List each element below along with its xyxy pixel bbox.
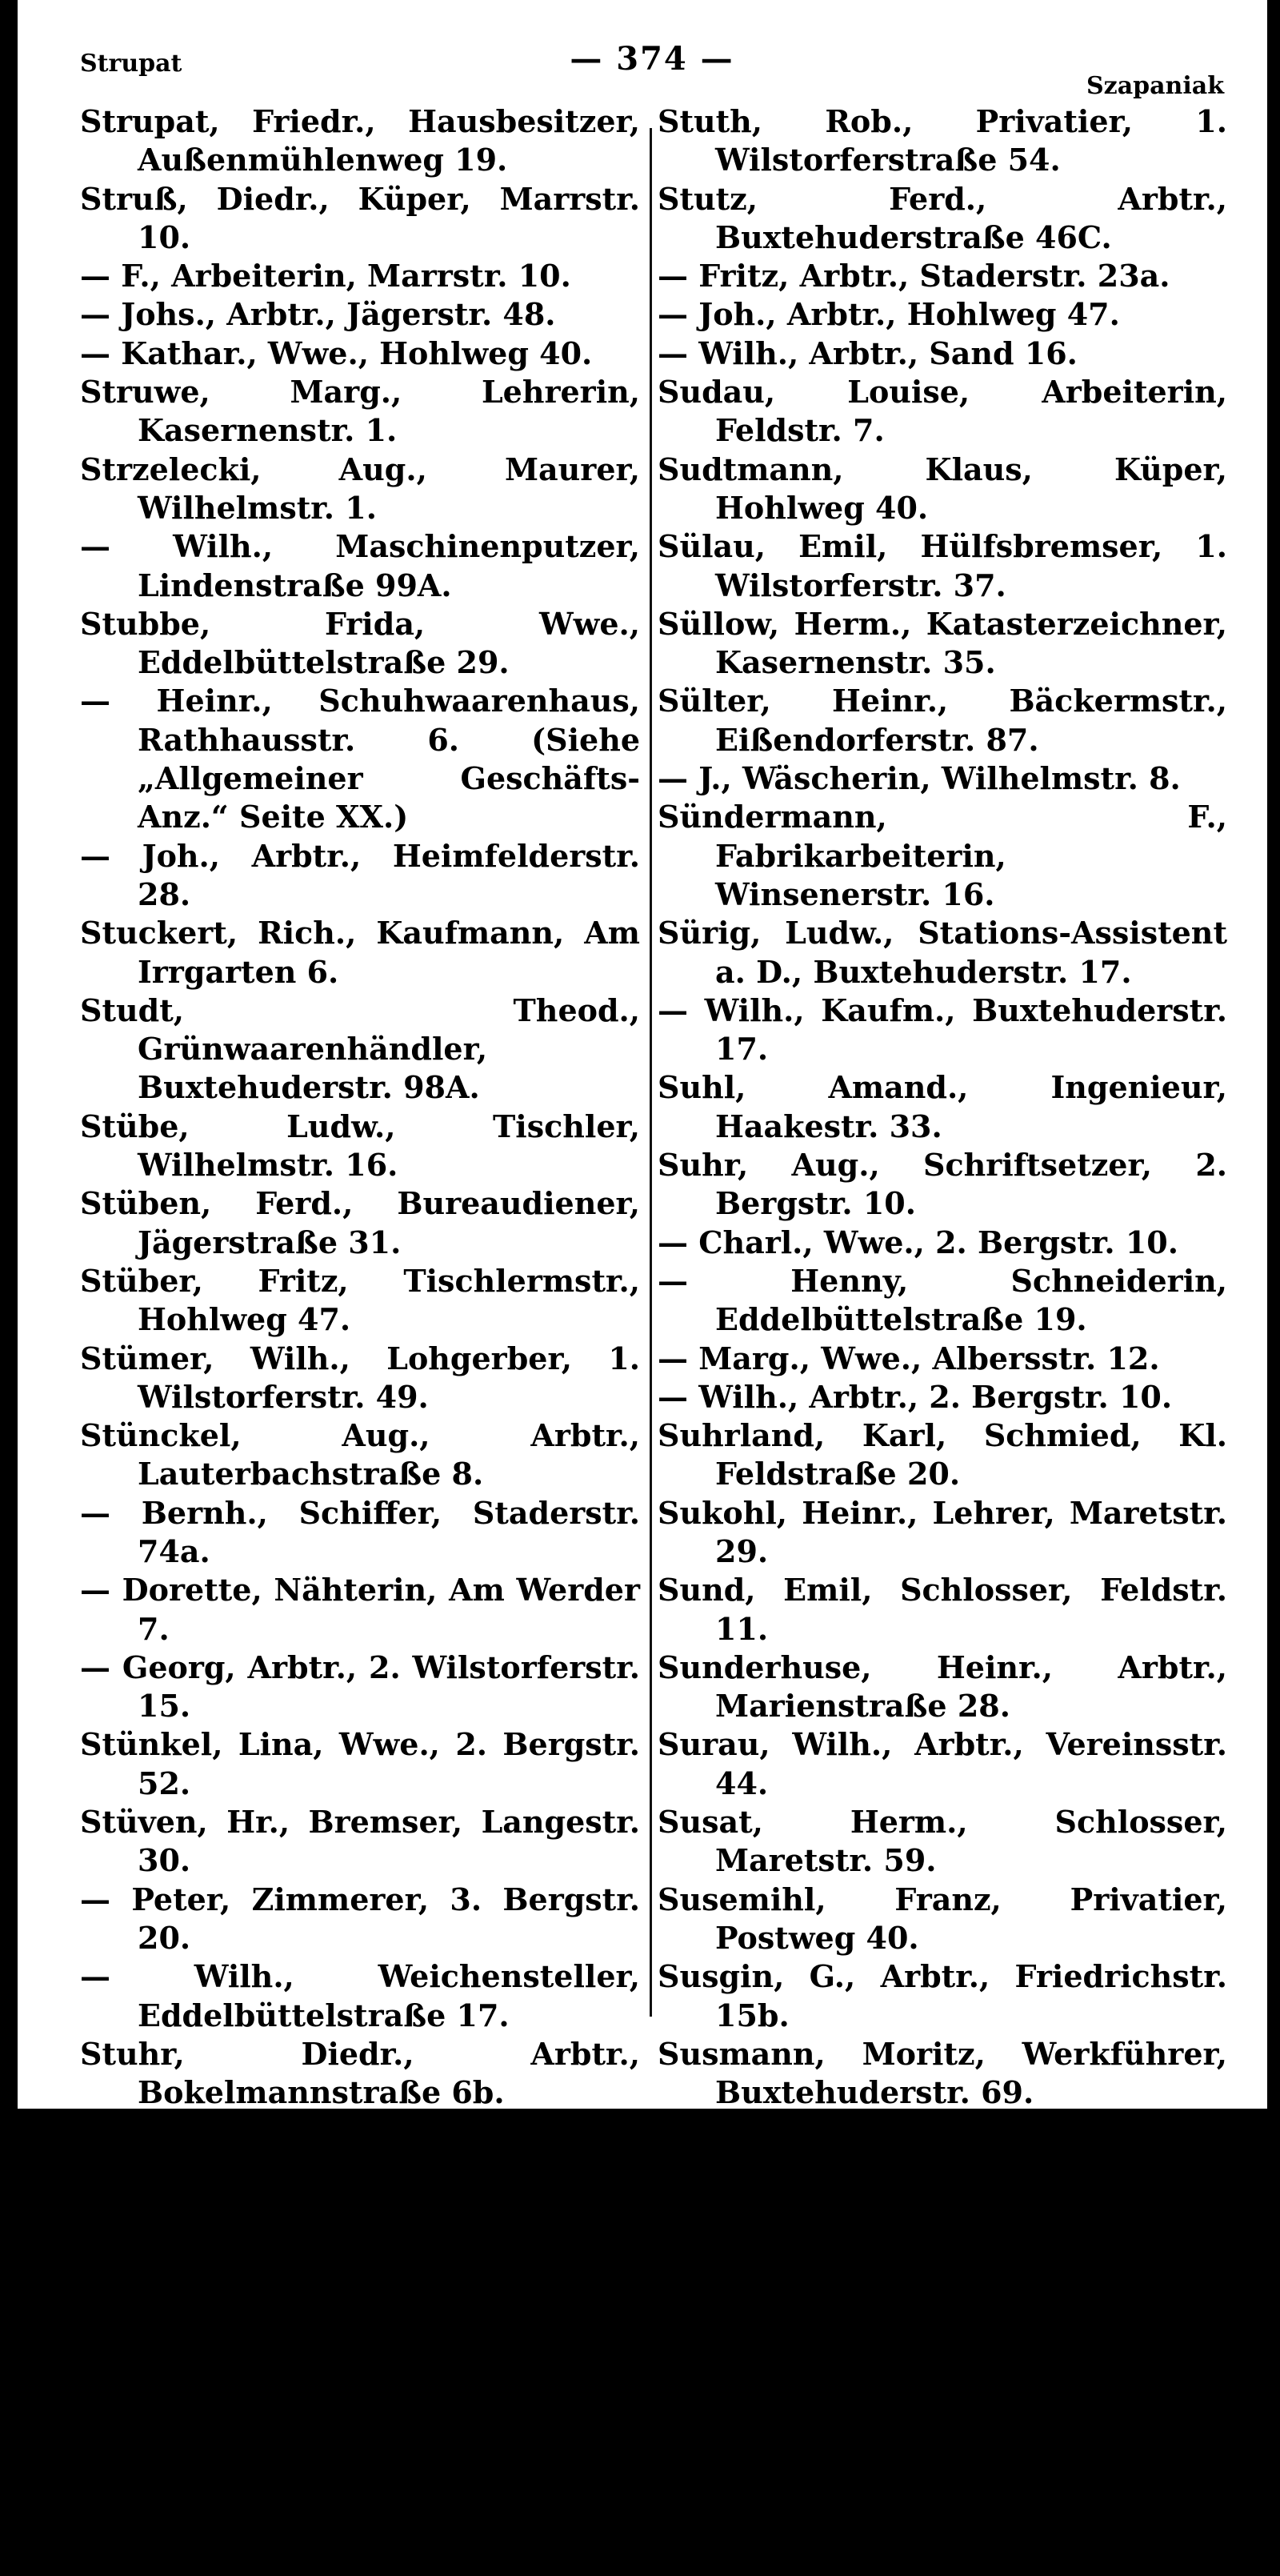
directory-entry: Stuckert, Rich., Kaufmann, Am Irrgarten 6. bbox=[80, 915, 640, 990]
directory-entry: — J., Wäscherin, Wilhelmstr. 8. bbox=[658, 760, 1181, 797]
directory-entry: Stünkel, Lina, Wwe., 2. Bergstr. 52. bbox=[80, 1726, 640, 1801]
scan-edge-left bbox=[0, 0, 18, 2109]
directory-entry: — Gust., Fabrikarbtr., Kurzestr. 3. bbox=[658, 2267, 1227, 2342]
directory-entry: — Georg, Arbtr., 2. Wilstorferstr. 15. bbox=[80, 1649, 640, 1725]
directory-entry: Susemihl, Franz, Privatier, Postweg 40. bbox=[658, 1881, 1227, 1956]
directory-entry: Stünckel, Aug., Arbtr., Lauterbachstraße 8. bbox=[80, 1417, 640, 1492]
directory-entry: Surau, Wilh., Arbtr., Vereinsstr. 44. bbox=[658, 1726, 1227, 1801]
directory-entry: Sülau, Emil, Hülfsbremser, 1. Wilstorferstr. 37. bbox=[658, 528, 1227, 603]
directory-entry: Stuke, Louise, Nähterin, Schloßstr. 43. bbox=[80, 2113, 640, 2188]
directory-entry: Synagoge, Eißendorferstr. 15. bbox=[658, 2383, 1166, 2420]
directory-entry: — Heinr., Arbtr., 3. Twiete 4. bbox=[80, 2345, 562, 2382]
directory-entry: Strzelecki, Aug., Maurer, Wilhelmstr. 1. bbox=[80, 451, 640, 526]
directory-entry: Susmann, Moritz, Werkführer, Buxtehuderstr. 69. bbox=[658, 2035, 1227, 2111]
directory-entry: Stutenberg, Gust., Werkführer, Friedrichstr. 2. bbox=[80, 2383, 640, 2458]
directory-entry: Susat, Herm., Schlosser, Maretstr. 59. bbox=[658, 1804, 1227, 1879]
directory-entry: — Wilh., Arbtr., Sand 16. bbox=[658, 335, 1078, 371]
directory-entry: — Peter, Zimmerer, 3. Bergstr. 20. bbox=[80, 1881, 640, 1956]
directory-entry: Stüber, Fritz, Tischlermstr., Hohlweg 47. bbox=[80, 1262, 640, 1338]
directory-entry: Szapaniak, Josef, Fabrikarbtr., Niemannstr. 10a. bbox=[658, 2499, 1227, 2574]
directory-entry: — Henny, Schneiderin, Eddelbüttelstraße 19. bbox=[658, 1262, 1227, 1338]
right-column bbox=[658, 102, 1227, 2576]
directory-entry: Stümer, Wilh., Lohgerber, 1. Wilstorferstr. 49. bbox=[80, 1340, 640, 1415]
directory-entry: Sudtmann, Klaus, Küper, Hohlweg 40. bbox=[658, 451, 1227, 526]
directory-entry: Sürig, Ludw., Stations-Assistent a. D., Buxtehuderstr. 17. bbox=[658, 915, 1227, 990]
directory-entry: Sukohl, Heinr., Lehrer, Maretstr. 29. bbox=[658, 1494, 1227, 1569]
directory-entry: Süllow, Herm., Katasterzeichner, Kasernenstr. 35. bbox=[658, 605, 1227, 681]
directory-entry: — Samuel, Arbtr., Holzweg 44A. bbox=[658, 2345, 1198, 2382]
directory-entry: — Heinr., Schuhwaarenhaus, Rathhausstr. 6. (Siehe „Allgemeiner Geschäfts-Anz.“ Seite XX.) bbox=[80, 683, 640, 835]
directory-entry: Struß, Diedr., Küper, Marrstr. 10. bbox=[80, 180, 640, 255]
directory-entry: Sturat, Gust., Arbtr., Geradestr. 1. bbox=[80, 2190, 640, 2266]
directory-entry: — Fritz, Arbtr., Staderstr. 23a. bbox=[658, 258, 1170, 294]
directory-entry: Struwe, Marg., Lehrerin, Kasernenstr. 1. bbox=[80, 374, 640, 449]
directory-entry: Stutz, Ferd., Arbtr., Buxtehuderstraße 46C. bbox=[658, 180, 1227, 255]
directory-entry: — Dorette, Nähterin, Am Werder 7. bbox=[80, 1572, 640, 1647]
directory-entry: Stüben, Ferd., Bureaudiener, Jägerstraße 31. bbox=[80, 1185, 640, 1260]
directory-entry: — Charl., Wwe., 2. Bergstr. 10. bbox=[658, 1224, 1178, 1260]
directory-entry: Stute, Friedr., Buchdrucker, Reeseberg 19. bbox=[80, 2267, 640, 2342]
header-right-keyword: Szapaniak bbox=[1086, 72, 1224, 100]
directory-entry: Szagun, Wilh., Arbtr., Liebrechtstr. 44. bbox=[658, 2422, 1227, 2498]
directory-entry: Sudau, Louise, Arbeiterin, Feldstr. 7. bbox=[658, 374, 1227, 449]
directory-entry: — Kathar., Wwe., Hohlweg 40. bbox=[80, 335, 593, 371]
column-divider bbox=[650, 128, 652, 2017]
directory-entry: Sündermann, F., Fabrikarbeiterin, Winsenerstr. 16. bbox=[658, 799, 1227, 912]
header-left-keyword: Strupat bbox=[80, 50, 182, 78]
directory-entry: Stüven, Hr., Bremser, Langestr. 30. bbox=[80, 1804, 640, 1879]
directory-entry: Stübe, Ludw., Tischler, Wilhelmstr. 16. bbox=[80, 1108, 640, 1184]
directory-entry: — Joh., Arbtr., Hohlweg 47. bbox=[658, 296, 1120, 333]
directory-entry: — Bernh., Schiffer, Staderstr. 74a. bbox=[80, 1494, 640, 1569]
directory-entry: Sund, Emil, Schlosser, Feldstr. 11. bbox=[658, 1572, 1227, 1647]
directory-entry: — Johs., Arbtr., Jägerstr. 48. bbox=[80, 296, 556, 333]
directory-entry: Sülter, Heinr., Bäckermstr., Eißendorferstr. 87. bbox=[658, 683, 1227, 758]
directory-entry: Suhr, Aug., Schriftsetzer, 2. Bergstr. 10. bbox=[658, 1147, 1227, 1222]
directory-entry: — Joh., Arbtr., Heimfelderstr. 28. bbox=[80, 837, 640, 912]
directory-entry: Studt, Theod., Grünwaarenhändler, Buxtehuderstr. 98A. bbox=[80, 992, 640, 1106]
directory-entry: — Wilh., Maschinenputzer, Lindenstraße 99A. bbox=[80, 528, 640, 603]
directory-entry: Swenson, Gust., Arbtr., Wiesenstr. 16. bbox=[658, 2190, 1227, 2266]
directory-entry: — Marg., Wwe., Albersstr. 12. bbox=[658, 1340, 1160, 1376]
directory-entry: — Wilh., Weichensteller, Eddelbüttelstraße 17. bbox=[80, 1958, 640, 2033]
page-number: — 374 — bbox=[570, 40, 734, 78]
directory-entry: Sussiek, Aug., Arbtr., 2. Bergstr. 18. bbox=[658, 2113, 1227, 2188]
directory-entry: — Wilh., Kaufm., Buxtehuderstr. 17. bbox=[658, 992, 1227, 1068]
scan-edge-right bbox=[1267, 0, 1280, 2109]
directory-entry: — Heinr., Arbtr., Schloßstr. 27. bbox=[80, 2461, 604, 2498]
directory-entry: Strupat, Friedr., Hausbesitzer, Außenmühlenweg 19. bbox=[80, 103, 640, 178]
directory-entry: — Wilh., Arbtr., 2. Bergstr. 10. bbox=[658, 1378, 1173, 1415]
left-column bbox=[80, 102, 640, 2576]
directory-entry: Stuth, Herm., Schiffer, Elbdeich 8. bbox=[80, 2499, 640, 2574]
directory-entry: Sunderhuse, Heinr., Arbtr., Marienstraße 28. bbox=[658, 1649, 1227, 1725]
directory-entry: Stuth, Rob., Privatier, 1. Wilstorferstraße 54. bbox=[658, 103, 1227, 178]
directory-entry: Suhl, Amand., Ingenieur, Haakestr. 33. bbox=[658, 1069, 1227, 1144]
directory-entry: Suhrland, Karl, Schmied, Kl. Feldstraße 20. bbox=[658, 1417, 1227, 1492]
directory-entry: — F., Arbeiterin, Marrstr. 10. bbox=[80, 258, 571, 294]
directory-entry: Stubbe, Frida, Wwe., Eddelbüttelstraße 29. bbox=[80, 605, 640, 681]
page-header bbox=[80, 32, 1224, 100]
directory-entry: Susgin, G., Arbtr., Friedrichstr. 15b. bbox=[658, 1958, 1227, 2033]
directory-entry: Stuhr, Diedr., Arbtr., Bokelmannstraße 6b. bbox=[80, 2035, 640, 2111]
